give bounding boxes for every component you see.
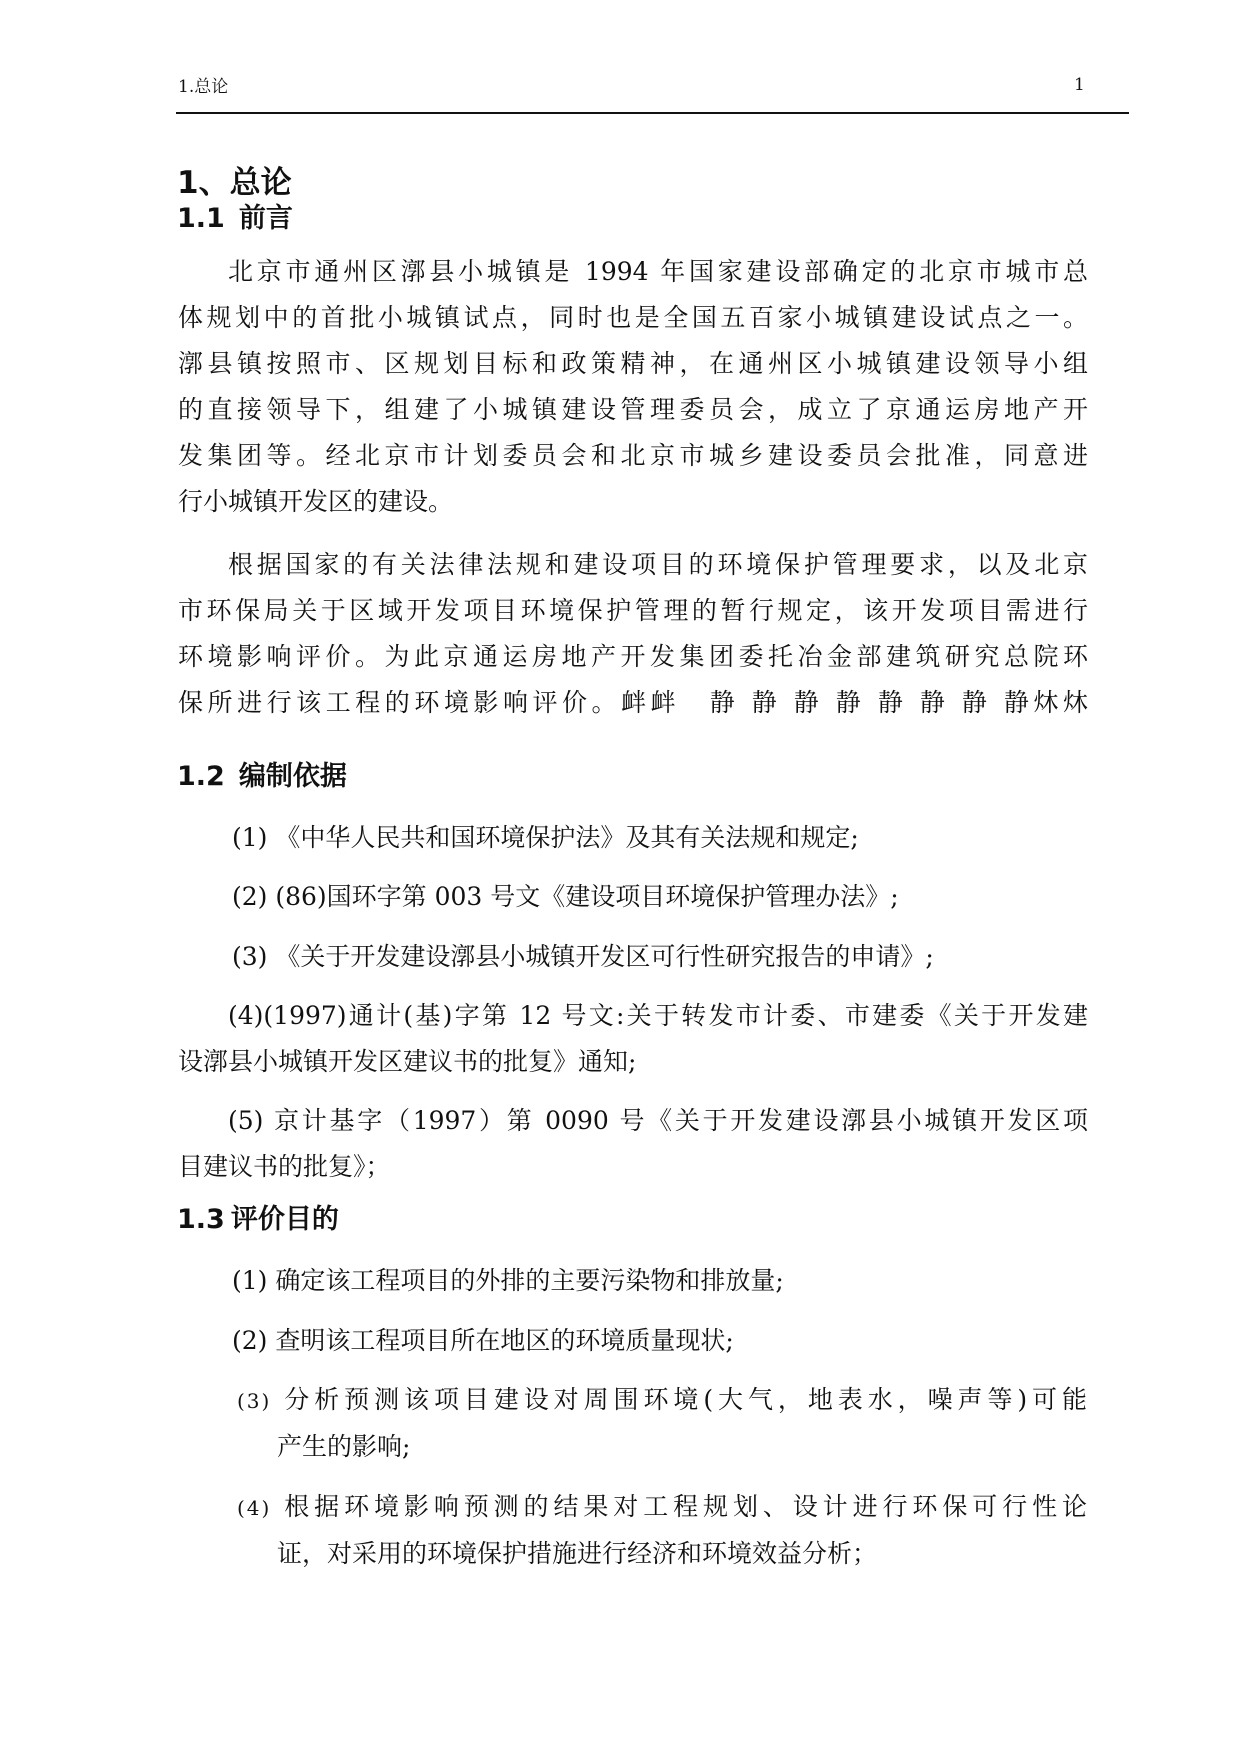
paragraph-line xyxy=(178,680,1088,726)
paragraph-line xyxy=(178,295,1088,341)
item-text: 根据环境影响预测的结果对工程规划、设计进行环保可行性论 xyxy=(279,1492,1087,1521)
purpose-line-continued: 产生的影响; xyxy=(277,1432,411,1461)
paragraph-line xyxy=(178,588,1088,634)
line-text: 根据国家的有关法律法规和建设项目的环境保护管理要求，以及北京 xyxy=(228,550,1088,579)
line-text: 漷县镇按照市、区规划目标和政策精神，在通州区小城镇建设领导小组 xyxy=(178,349,1088,378)
section-heading-1-2 xyxy=(177,759,347,795)
item-text: 分析预测该项目建设对周围环境(大气，地表水，噪声等)可能 xyxy=(279,1385,1087,1414)
item-mark: (4) xyxy=(237,1496,272,1520)
paragraph-line xyxy=(178,634,1088,680)
purpose-item xyxy=(232,1318,734,1364)
line-text: 北京市通州区漷县小城镇是 1994 年国家建设部确定的北京市城市总 xyxy=(228,257,1088,286)
purpose-line-continued: 证，对采用的环境保护措施进行经济和环境效益分析； xyxy=(277,1539,878,1568)
purpose-item xyxy=(232,1258,784,1304)
header-rule xyxy=(176,112,1129,114)
item-text: 确定该工程项目的外排的主要污染物和排放量; xyxy=(275,1266,784,1295)
line-text: 的直接领导下，组建了小城镇建设管理委员会，成立了京通运房地产开 xyxy=(178,395,1088,424)
chapter-title: 1、总论 xyxy=(177,165,292,201)
line-text: (5) 京计基字（1997）第 0090 号《关于开发建设漷县小城镇开发区项 xyxy=(228,1106,1088,1135)
item-mark: (2) xyxy=(232,1326,268,1355)
paragraph-line xyxy=(228,249,1088,295)
line-text: 保所进行该工程的环境影响评价。衅衅 静 静 静 静 静 静 静 静炑炑 xyxy=(178,688,1088,717)
line-text: 环境影响评价。为此京通运房地产开发集团委托冶金部建筑研究总院环 xyxy=(178,642,1088,671)
purpose-line xyxy=(237,1377,1087,1424)
section-title: 前言 xyxy=(238,203,293,234)
running-header: 1.总论 xyxy=(178,77,229,97)
section-title: 评价目的 xyxy=(230,1204,339,1235)
section-number: 1.3 xyxy=(177,1204,225,1235)
line-text: 体规划中的首批小城镇试点，同时也是全国五百家小城镇建设试点之一。 xyxy=(178,303,1088,332)
basis-item xyxy=(228,1098,1088,1144)
section-title: 编制依据 xyxy=(238,761,347,792)
paragraph-line xyxy=(178,479,1088,525)
section-heading-1-1 xyxy=(177,201,293,237)
line-text: (4)(1997)通计(基)字第 12 号文:关于转发市计委、市建委《关于开发建 xyxy=(228,1001,1088,1030)
line-text: 行小城镇开发区的建设。 xyxy=(178,487,454,516)
basis-item: (3) 《关于开发建设漷县小城镇开发区可行性研究报告的申请》; xyxy=(232,942,934,971)
paragraph-line xyxy=(178,387,1088,433)
purpose-line xyxy=(237,1484,1087,1531)
line-text: 市环保局关于区域开发项目环境保护管理的暂行规定，该开发项目需进行 xyxy=(178,596,1088,625)
basis-item: (1) 《中华人民共和国环境保护法》及其有关法规和规定; xyxy=(232,823,859,852)
paragraph-line xyxy=(178,433,1088,479)
paragraph-line xyxy=(178,341,1088,387)
item-mark: (3) xyxy=(237,1389,272,1413)
basis-item-continued: 目建议书的批复》； xyxy=(178,1152,391,1181)
section-number: 1.2 xyxy=(177,761,225,792)
page-number: 1 xyxy=(1074,75,1085,95)
basis-item xyxy=(228,993,1088,1039)
line-text: 发集团等。经北京市计划委员会和北京市城乡建设委员会批准，同意进 xyxy=(178,441,1088,470)
purpose-item xyxy=(237,1484,1087,1577)
basis-item-continued: 设漷县小城镇开发区建议书的批复》通知; xyxy=(178,1047,637,1076)
item-mark: (1) xyxy=(232,1266,268,1295)
section-heading-1-3 xyxy=(177,1202,339,1238)
item-text: 查明该工程项目所在地区的环境质量现状; xyxy=(275,1326,734,1355)
section-number: 1.1 xyxy=(177,203,225,234)
paragraph-line xyxy=(228,542,1088,588)
purpose-item xyxy=(237,1377,1087,1470)
basis-item: (2) (86)国环字第 003 号文《建设项目环境保护管理办法》; xyxy=(232,882,899,911)
